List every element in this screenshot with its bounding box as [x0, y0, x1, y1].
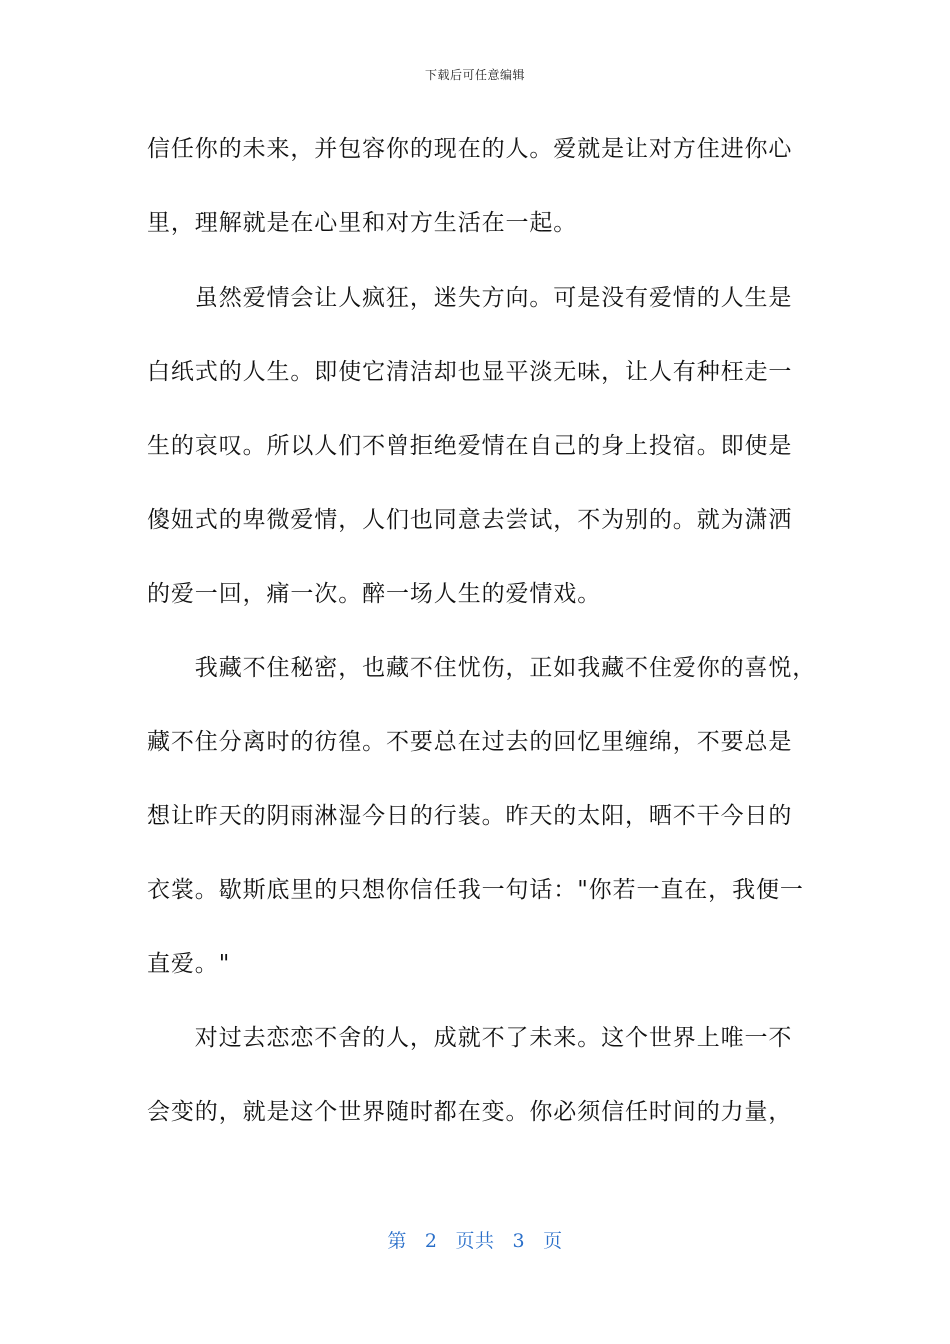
text-line: 藏不住分离时的彷徨。不要总在过去的回忆里缠绵，不要总是 — [147, 729, 793, 755]
current-page-number: 2 — [424, 1230, 438, 1252]
text-line: 生的哀叹。所以人们不曾拒绝爱情在自己的身上投宿。即使是 — [147, 433, 793, 459]
page-header: 下载后可任意编辑 — [424, 68, 525, 82]
text-line: 想让昨天的阴雨淋湿今日的行装。昨天的太阳，晒不干今日的 — [147, 803, 793, 829]
page-footer — [0, 1226, 950, 1253]
text-line: 信任你的未来，并包容你的现在的人。爱就是让对方住进你心 — [147, 136, 793, 162]
footer-prefix: 第 — [387, 1230, 407, 1252]
footer-suffix: 页 — [543, 1230, 563, 1252]
footer-middle: 页共 — [455, 1230, 495, 1252]
total-page-number: 3 — [512, 1230, 526, 1252]
text-line: 我藏不住秘密，也藏不住忧伤，正如我藏不住爱你的喜悦， — [147, 655, 817, 681]
text-line: 虽然爱情会让人疯狂，迷失方向。可是没有爱情的人生是 — [147, 285, 793, 311]
text-line: 直爱。" — [147, 951, 231, 977]
text-line: 傻妞式的卑微爱情，人们也同意去尝试，不为别的。就为潇洒 — [147, 507, 793, 533]
text-line: 的爱一回，痛一次。醉一场人生的爱情戏。 — [147, 581, 602, 607]
text-line: 衣裳。歇斯底里的只想你信任我一句话："你若一直在，我便一 — [147, 877, 804, 903]
text-line: 里，理解就是在心里和对方生活在一起。 — [147, 210, 578, 236]
text-line: 会变的，就是这个世界随时都在变。你必须信任时间的力量， — [147, 1099, 793, 1125]
text-line: 白纸式的人生。即使它清洁却也显平淡无味，让人有种枉走一 — [147, 359, 793, 385]
text-line: 对过去恋恋不舍的人，成就不了未来。这个世界上唯一不 — [147, 1025, 793, 1051]
